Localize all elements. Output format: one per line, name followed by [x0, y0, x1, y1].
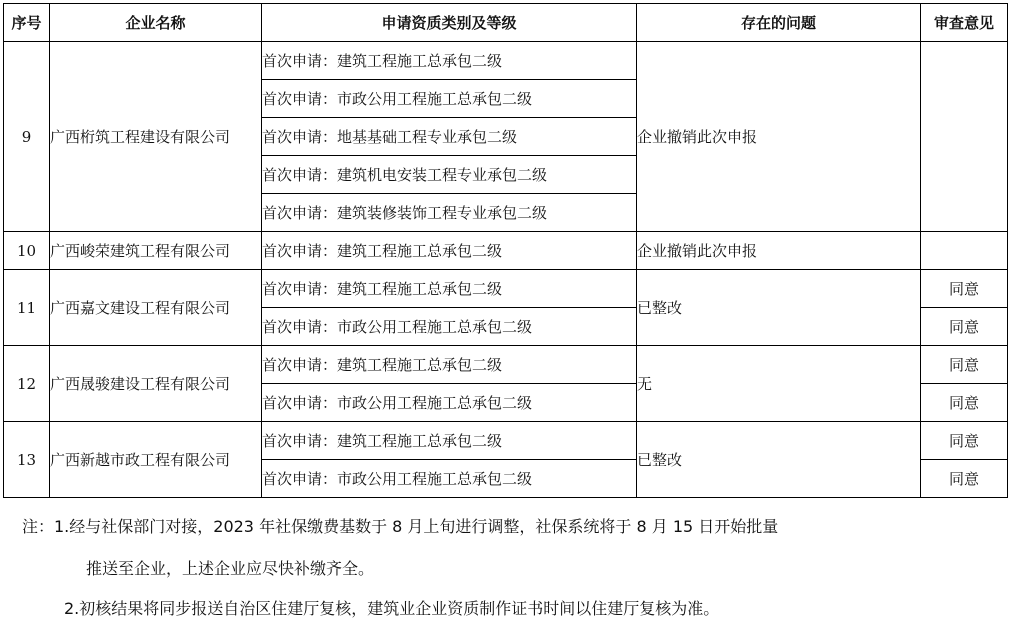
note-1: 注：1.经与社保部门对接，2023 年社保缴费基数于 8 月上旬进行调整，社保系统将于 8 月 15 日开始批量: [22, 517, 779, 536]
issue-cell: 企业撤销此次申报: [637, 232, 921, 270]
header-company: 企业名称: [50, 4, 262, 42]
opinion-cell: 同意: [921, 384, 1008, 422]
row-seq: 12: [4, 346, 50, 422]
issue-cell: 企业撤销此次申报: [637, 42, 921, 232]
issue-cell: 无: [637, 346, 921, 422]
qualification-cell: 首次申请：建筑工程施工总承包二级: [262, 422, 637, 460]
qualification-cell: 首次申请：建筑机电安装工程专业承包二级: [262, 156, 637, 194]
opinion-cell: 同意: [921, 460, 1008, 498]
company-name: 广西桁筑工程建设有限公司: [50, 42, 262, 232]
note-1-continuation: 推送至企业，上述企业应尽快补缴齐全。: [86, 559, 375, 578]
header-qualification: 申请资质类别及等级: [262, 4, 637, 42]
table-row: [4, 422, 1008, 460]
qualification-cell: 首次申请：地基基础工程专业承包二级: [262, 118, 637, 156]
qualification-cell: 首次申请：市政公用工程施工总承包二级: [262, 460, 637, 498]
issue-cell: 已整改: [637, 270, 921, 346]
qualification-cell: 首次申请：建筑工程施工总承包二级: [262, 346, 637, 384]
opinion-cell: 同意: [921, 308, 1008, 346]
row-seq: 13: [4, 422, 50, 498]
header-seq: 序号: [4, 4, 50, 42]
qualification-cell: 首次申请：市政公用工程施工总承包二级: [262, 384, 637, 422]
table-header-row: [4, 4, 1008, 42]
company-name: 广西嘉文建设工程有限公司: [50, 270, 262, 346]
qualification-cell: 首次申请：建筑工程施工总承包二级: [262, 42, 637, 80]
company-name: 广西峻荣建筑工程有限公司: [50, 232, 262, 270]
row-seq: 10: [4, 232, 50, 270]
row-seq: 11: [4, 270, 50, 346]
issue-cell: 已整改: [637, 422, 921, 498]
table-row: [4, 346, 1008, 384]
note-2: 2.初核结果将同步报送自治区住建厅复核，建筑业企业资质制作证书时间以住建厅复核为准。: [64, 599, 720, 618]
company-name: 广西新越市政工程有限公司: [50, 422, 262, 498]
opinion-cell: [921, 42, 1008, 232]
qualification-review-table: [3, 3, 1008, 498]
header-opinion: 审查意见: [921, 4, 1008, 42]
qualification-cell: 首次申请：建筑工程施工总承包二级: [262, 270, 637, 308]
opinion-cell: 同意: [921, 346, 1008, 384]
table-row: [4, 270, 1008, 308]
opinion-cell: 同意: [921, 270, 1008, 308]
company-name: 广西晟骏建设工程有限公司: [50, 346, 262, 422]
header-issue: 存在的问题: [637, 4, 921, 42]
qualification-cell: 首次申请：市政公用工程施工总承包二级: [262, 308, 637, 346]
opinion-cell: [921, 232, 1008, 270]
row-seq: 9: [4, 42, 50, 232]
table-row: [4, 42, 1008, 80]
qualification-cell: 首次申请：市政公用工程施工总承包二级: [262, 80, 637, 118]
table-row: [4, 232, 1008, 270]
opinion-cell: 同意: [921, 422, 1008, 460]
qualification-cell: 首次申请：建筑工程施工总承包二级: [262, 232, 637, 270]
qualification-cell: 首次申请：建筑装修装饰工程专业承包二级: [262, 194, 637, 232]
